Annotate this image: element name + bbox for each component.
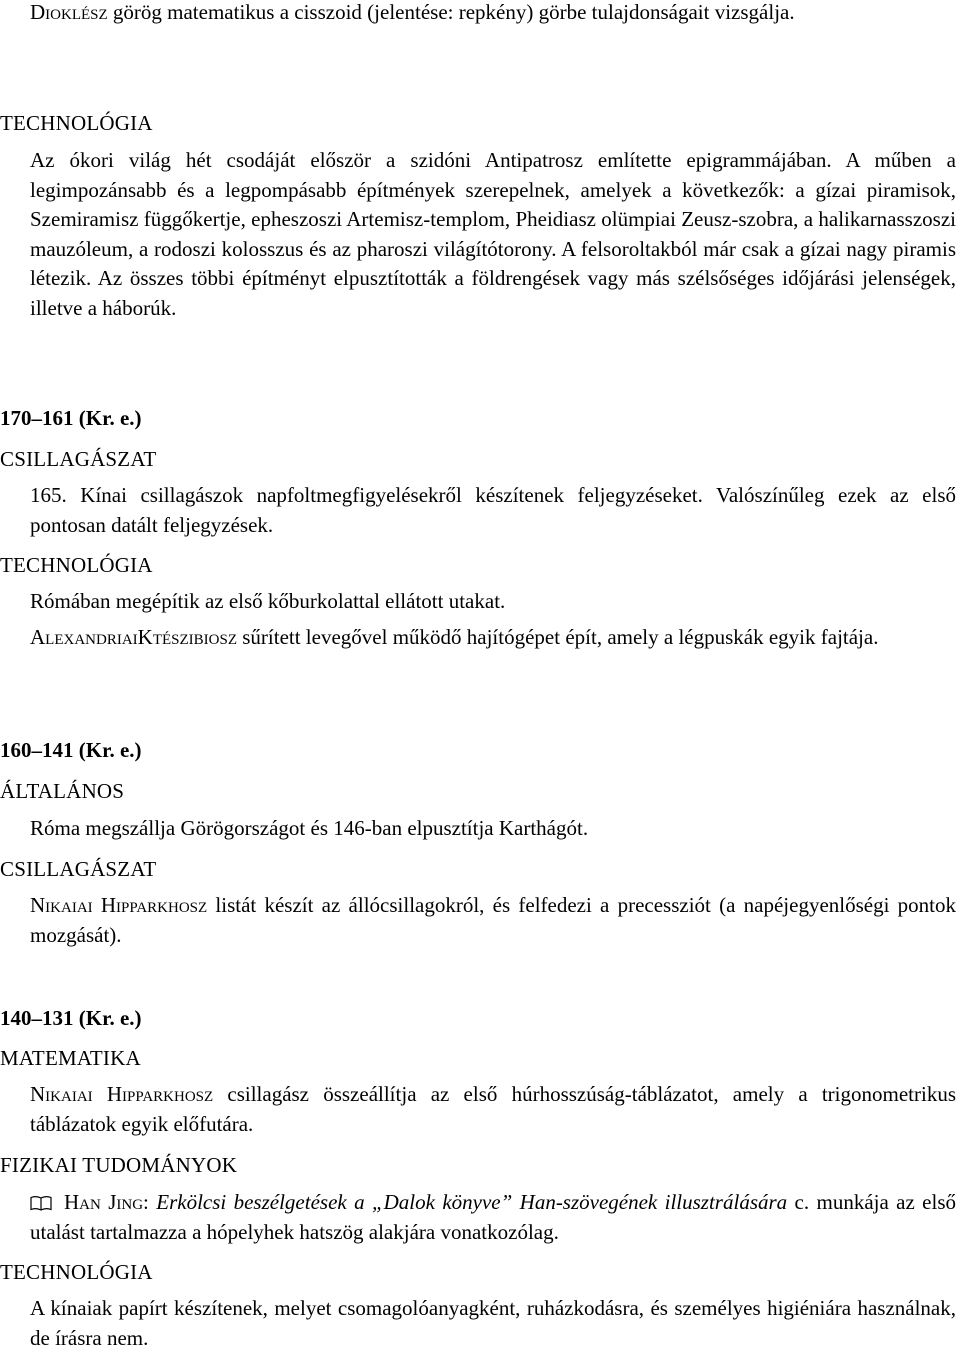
section-heading-technology: TECHNOLÓGIA bbox=[0, 111, 153, 135]
author-name: Han Jing bbox=[64, 1190, 144, 1214]
person-name: AlexandriaiKtészibiosz bbox=[30, 625, 237, 649]
period-heading: 140–131 (Kr. e.) bbox=[0, 1006, 142, 1030]
section-heading-astronomy: CSILLAGÁSZAT bbox=[0, 447, 157, 471]
paragraph-text: c. munkája az első utalást tartalmazza a hópelyhek hatszög alakjára vonatkozólag. bbox=[30, 1190, 956, 1244]
separator: : bbox=[143, 1190, 157, 1214]
section-heading-physical-sciences: FIZIKAI TUDOMÁNYOK bbox=[0, 1153, 238, 1177]
section-heading-technology: TECHNOLÓGIA bbox=[0, 1260, 153, 1284]
book-icon bbox=[30, 1195, 52, 1211]
astronomy-paragraph bbox=[30, 891, 956, 950]
technology-paragraph: Rómában megépítik az első kőburkolattal ellátott utakat. bbox=[30, 589, 506, 613]
period-heading: 170–161 (Kr. e.) bbox=[0, 406, 142, 430]
period-heading: 160–141 (Kr. e.) bbox=[0, 738, 142, 762]
general-paragraph: Róma megszállja Görögországot és 146-ban elpusztítja Karthágót. bbox=[30, 816, 589, 840]
section-heading-mathematics: MATEMATIKA bbox=[0, 1046, 141, 1070]
technology-paragraph: Az ókori világ hét csodáját először a szidóni Antipatrosz említette epigrammájában. A műben a legimpozánsabb és a legpompásabb építmények szerepelnek, amelyek a következők: a gízai piramisok, Szemiramisz függőkertje, epheszoszi Artemisz-templom, Pheidiasz olümpiai Zeusz-szobra, a halikarnasszoszi mauzóleum, a rodoszi kolosszus és az pharoszi világítótorony. A felsoroltakból már csak a gízai nagy piramis létezik. Az összes többi építményt elpusztították a földrengések vagy más szélsőséges időjárási jelenségek, illetve a háborúk. bbox=[30, 148, 956, 320]
person-name: Dioklész bbox=[30, 0, 108, 24]
intro-text: görög matematikus a cisszoid (jelentése: repkény) görbe tulajdonságait vizsgálja. bbox=[107, 0, 795, 24]
paragraph-text: sűrített levegővel működő hajítógépet épít, amely a légpuskák egyik fajtája. bbox=[236, 625, 879, 649]
section-heading-astronomy: CSILLAGÁSZAT bbox=[0, 857, 157, 881]
physical-sciences-paragraph bbox=[30, 1188, 956, 1247]
section-heading-technology: TECHNOLÓGIA bbox=[0, 553, 153, 577]
paragraph-text: listát készít az állócsillagokról, és felfedezi a precessziót (a napéjegyenlőségi pontok mozgását). bbox=[30, 893, 956, 947]
paragraph-text: csillagász összeállítja az első húrhosszúság-táblázatot, amely a trigonometrikus táblázatok egyik előfutára. bbox=[30, 1082, 956, 1136]
technology-paragraph bbox=[30, 623, 956, 653]
person-name: Nikaiai Hipparkhosz bbox=[30, 893, 208, 917]
intro-paragraph bbox=[30, 0, 956, 28]
technology-paragraph: A kínaiak papírt készítenek, melyet csomagolóanyagként, ruházkodásra, és személyes higiéniára használnak, de írásra nem. bbox=[30, 1296, 956, 1350]
mathematics-paragraph bbox=[30, 1080, 956, 1139]
person-name: Nikaiai Hipparkhosz bbox=[30, 1082, 214, 1106]
section-heading-general: ÁLTALÁNOS bbox=[0, 779, 125, 803]
book-title: Erkölcsi beszélgetések a „Dalok könyve” Han-szövegének illusztrálására bbox=[156, 1190, 788, 1214]
astronomy-paragraph: 165. Kínai csillagászok napfoltmegfigyelésekről készítenek feljegyzéseket. Valószínűleg ezek az első pontosan datált feljegyzések. bbox=[30, 483, 956, 537]
